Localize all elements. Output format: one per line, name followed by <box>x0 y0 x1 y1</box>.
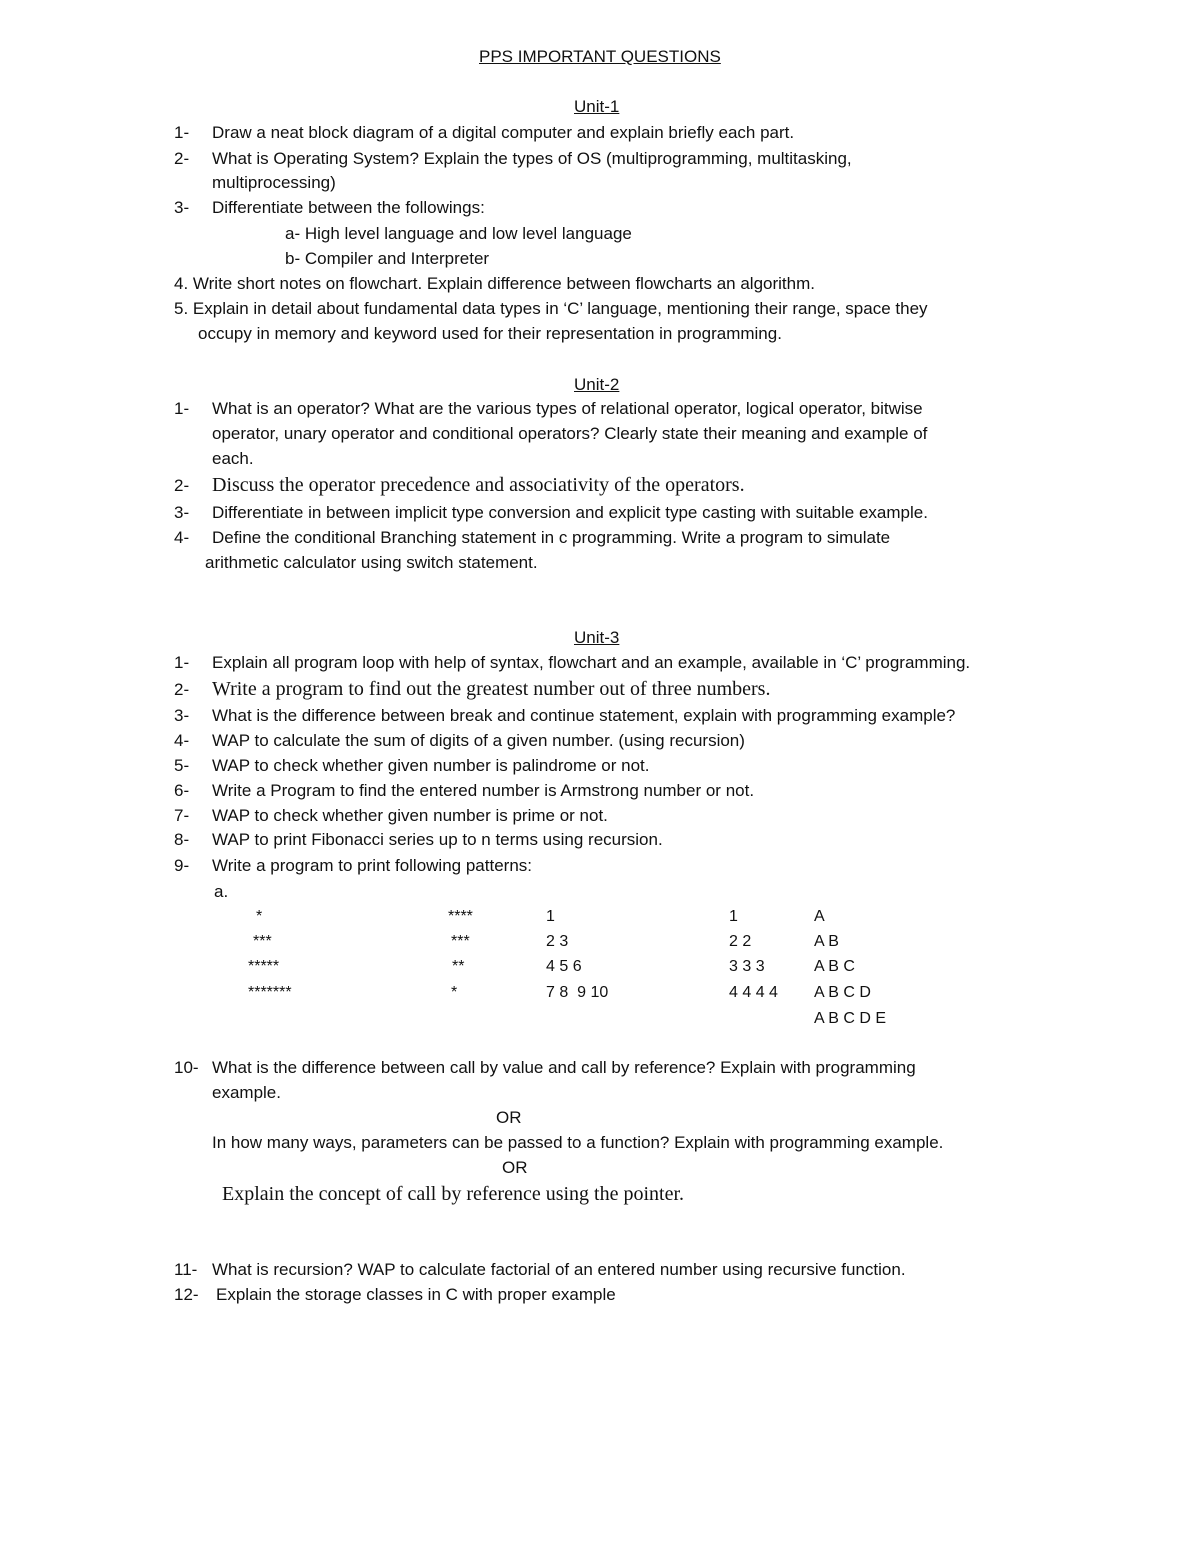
pattern-3-line: 4 5 6 <box>546 958 582 975</box>
question-text: Explain the concept of call by reference using the pointer. <box>222 1183 685 1205</box>
sub-item: a- High level language and low level language <box>285 224 632 243</box>
pattern-5-line: A <box>814 908 825 925</box>
question-text: Write a Program to find the entered number is Armstrong number or not. <box>212 781 755 800</box>
question-text: Differentiate in between implicit type conversion and explicit type casting with suitable example. <box>212 503 928 522</box>
pattern-3-line: 7 8 9 10 <box>546 984 609 1001</box>
question-text: operator, unary operator and conditional operators? Clearly state their meaning and example of <box>212 424 928 443</box>
question-number: 1- <box>174 399 190 418</box>
pattern-2-line: ** <box>452 958 465 975</box>
page-title: PPS IMPORTANT QUESTIONS <box>479 47 721 66</box>
or-separator: OR <box>496 1108 522 1127</box>
question-text: Draw a neat block diagram of a digital computer and explain briefly each part. <box>212 123 795 142</box>
question-text: What is the difference between break and continue statement, explain with programming example? <box>212 706 956 725</box>
question-text: each. <box>212 449 254 468</box>
pattern-2-line: * <box>451 984 458 1001</box>
pattern-5-line: A B <box>814 933 839 950</box>
pattern-label: a. <box>214 882 229 901</box>
question-number: 5- <box>174 756 190 775</box>
question-number: 1- <box>174 653 190 672</box>
question-text: What is Operating System? Explain the types of OS (multiprogramming, multitasking, <box>212 149 852 168</box>
question-number: 8- <box>174 830 190 849</box>
question-text: In how many ways, parameters can be passed to a function? Explain with programming example. <box>212 1133 944 1152</box>
question-text: Define the conditional Branching statement in c programming. Write a program to simulate <box>212 528 891 547</box>
question-text: WAP to print Fibonacci series up to n terms using recursion. <box>212 830 663 849</box>
question-number: 9- <box>174 856 190 875</box>
question-number: 2- <box>174 149 190 168</box>
question-number: 10- <box>174 1058 199 1077</box>
unit-3-heading: Unit-3 <box>574 628 620 647</box>
question-text: What is an operator? What are the various types of relational operator, logical operator, bitwise <box>212 399 923 418</box>
question-number: 12- <box>174 1285 199 1304</box>
pattern-3-line: 2 3 <box>546 933 569 950</box>
question-text: Differentiate between the followings: <box>212 198 485 217</box>
question-number: 3- <box>174 198 190 217</box>
sub-item: b- Compiler and Interpreter <box>285 249 490 268</box>
question-text: WAP to calculate the sum of digits of a given number. (using recursion) <box>212 731 745 750</box>
pattern-5-line: A B C D <box>814 984 871 1001</box>
question-text: Write a program to print following patterns: <box>212 856 532 875</box>
pattern-2-line: **** <box>448 908 473 925</box>
unit-1-heading: Unit-1 <box>574 97 620 116</box>
question-number: 6- <box>174 781 190 800</box>
pattern-2-line: *** <box>451 933 470 950</box>
question-text: Write a program to find out the greatest number out of three numbers. <box>212 678 771 700</box>
question-number: 11- <box>174 1260 198 1279</box>
question-text: WAP to check whether given number is prime or not. <box>212 806 608 825</box>
question-number: 3- <box>174 503 190 522</box>
question-number: 7- <box>174 806 190 825</box>
question-text: WAP to check whether given number is palindrome or not. <box>212 756 650 775</box>
question-number: 2- <box>174 680 190 699</box>
question-text: occupy in memory and keyword used for their representation in programming. <box>198 324 782 343</box>
question-text: Explain the storage classes in C with proper example <box>216 1285 616 1304</box>
question-text: Explain all program loop with help of syntax, flowchart and an example, available in ‘C’ programming. <box>212 653 971 672</box>
question-text: 4. Write short notes on flowchart. Explain difference between flowcharts an algorithm. <box>174 274 815 293</box>
question-number: 4- <box>174 731 190 750</box>
pattern-1-line: * <box>256 908 263 925</box>
question-text: 5. Explain in detail about fundamental data types in ‘C’ language, mentioning their range, space they <box>174 299 928 318</box>
pattern-3-line: 1 <box>546 908 555 925</box>
question-text: What is recursion? WAP to calculate factorial of an entered number using recursive function. <box>212 1260 906 1279</box>
pattern-5-line: A B C <box>814 958 855 975</box>
pattern-4-line: 3 3 3 <box>729 958 765 975</box>
question-number: 1- <box>174 123 190 142</box>
question-text: example. <box>212 1083 281 1102</box>
question-number: 2- <box>174 476 190 495</box>
pattern-1-line: *** <box>253 933 272 950</box>
pattern-4-line: 4 4 4 4 <box>729 984 778 1001</box>
unit-2-heading: Unit-2 <box>574 375 620 394</box>
question-text: Discuss the operator precedence and associativity of the operators. <box>212 474 745 496</box>
pattern-1-line: ******* <box>248 984 292 1001</box>
pattern-4-line: 2 2 <box>729 933 752 950</box>
pattern-5-line: A B C D E <box>814 1010 887 1027</box>
question-text: What is the difference between call by value and call by reference? Explain with programming <box>212 1058 916 1077</box>
question-text: arithmetic calculator using switch statement. <box>205 553 538 572</box>
or-separator: OR <box>502 1158 528 1177</box>
question-text: multiprocessing) <box>212 173 336 192</box>
question-number: 4- <box>174 528 190 547</box>
pattern-4-line: 1 <box>729 908 738 925</box>
pattern-1-line: ***** <box>248 958 280 975</box>
question-number: 3- <box>174 706 190 725</box>
